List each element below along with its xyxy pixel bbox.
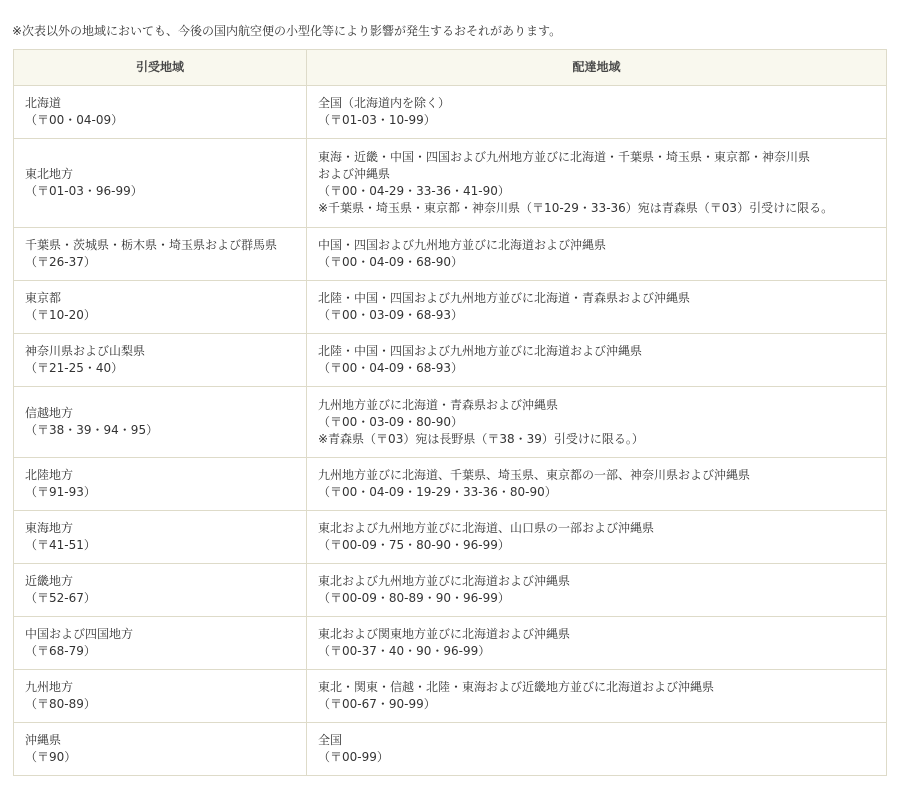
destination-area-cell <box>307 723 887 776</box>
destination-area-line: （〒00-67・90-99） <box>318 697 436 711</box>
origin-area-name: 北海道 <box>25 96 62 110</box>
table-row <box>14 564 887 617</box>
origin-area-cell <box>14 723 307 776</box>
origin-area-name: 神奈川県および山梨県 <box>25 344 146 358</box>
origin-area-cell <box>14 387 307 458</box>
destination-area-line: および沖縄県 <box>318 167 391 181</box>
destination-area-cell <box>307 387 887 458</box>
origin-area-cell <box>14 617 307 670</box>
destination-area-cell <box>307 564 887 617</box>
destination-area-cell <box>307 670 887 723</box>
destination-area-cell <box>307 139 887 228</box>
table-row <box>14 228 887 281</box>
table-row <box>14 334 887 387</box>
destination-area-cell <box>307 228 887 281</box>
origin-area-name: 東海地方 <box>25 521 74 535</box>
origin-area-cell <box>14 139 307 228</box>
destination-area-line: （〒00・04-09・68-90） <box>318 255 464 269</box>
destination-area-cell <box>307 617 887 670</box>
origin-area-cell <box>14 334 307 387</box>
origin-area-cell <box>14 670 307 723</box>
origin-area-cell <box>14 86 307 139</box>
destination-area-line: 東北および九州地方並びに北海道および沖縄県 <box>318 574 571 588</box>
origin-area-cell <box>14 458 307 511</box>
origin-area-name: 九州地方 <box>25 680 74 694</box>
origin-area-name: 東北地方 <box>25 167 74 181</box>
destination-area-header: 配達地域 <box>307 50 887 86</box>
destination-area-line: （〒00・04-29・33-36・41-90） <box>318 184 510 198</box>
table-body <box>14 86 887 776</box>
notice-text: ※次表以外の地域においても、今後の国内航空便の小型化等により影響が発生するおそれがあります。 <box>12 24 562 38</box>
destination-area-line: 北陸・中国・四国および九州地方並びに北海道および沖縄県 <box>318 344 643 358</box>
table-row <box>14 387 887 458</box>
origin-area-name: 信越地方 <box>25 406 74 420</box>
origin-area-name: 沖縄県 <box>25 733 62 747</box>
table-row <box>14 670 887 723</box>
origin-area-cell <box>14 228 307 281</box>
destination-area-cell <box>307 281 887 334</box>
origin-postal-range: （〒68-79） <box>25 644 96 658</box>
origin-postal-range: （〒80-89） <box>25 697 96 711</box>
destination-area-line: 東北・関東・信越・北陸・東海および近畿地方並びに北海道および沖縄県 <box>318 680 715 694</box>
area-table <box>13 49 887 776</box>
destination-area-line: 全国（北海道内を除く） <box>318 96 451 110</box>
origin-area-name: 東京都 <box>25 291 62 305</box>
origin-postal-range: （〒52-67） <box>25 591 96 605</box>
origin-postal-range: （〒01-03・96-99） <box>25 184 143 198</box>
origin-area-cell <box>14 564 307 617</box>
origin-postal-range: （〒91-93） <box>25 485 96 499</box>
destination-area-line: 中国・四国および九州地方並びに北海道および沖縄県 <box>318 238 607 252</box>
destination-area-line: 東海・近畿・中国・四国および九州地方並びに北海道・千葉県・埼玉県・東京都・神奈川県 <box>318 150 811 164</box>
destination-area-line: （〒00-09・80-89・90・96-99） <box>318 591 510 605</box>
destination-area-line: （〒00・03-09・68-93） <box>318 308 464 322</box>
origin-postal-range: （〒00・04-09） <box>25 113 124 127</box>
destination-area-line: 九州地方並びに北海道・青森県および沖縄県 <box>318 397 559 412</box>
destination-area-line: （〒00・04-09・19-29・33-36・80-90） <box>318 485 557 499</box>
table-row <box>14 86 887 139</box>
origin-area-name: 北陸地方 <box>25 468 74 482</box>
destination-area-line: （〒00-99） <box>318 750 389 764</box>
table-row <box>14 281 887 334</box>
table-row <box>14 617 887 670</box>
destination-area-cell <box>307 511 887 564</box>
table-row <box>14 723 887 776</box>
destination-area-line: （〒00-09・75・80-90・96-99） <box>318 538 510 552</box>
destination-area-cell <box>307 334 887 387</box>
origin-area-name: 近畿地方 <box>25 574 74 588</box>
destination-area-line: （〒00-37・40・90・96-99） <box>318 644 491 658</box>
destination-area-line: 北陸・中国・四国および九州地方並びに北海道・青森県および沖縄県 <box>318 291 691 305</box>
destination-area-line: 九州地方並びに北海道、千葉県、埼玉県、東京都の一部、神奈川県および沖縄県 <box>318 468 751 482</box>
destination-area-line: （〒00・04-09・68-93） <box>318 361 464 375</box>
table-row <box>14 458 887 511</box>
origin-area-cell <box>14 281 307 334</box>
destination-area-cell <box>307 86 887 139</box>
table-row <box>14 511 887 564</box>
destination-area-line: 全国 <box>318 733 343 747</box>
origin-postal-range: （〒41-51） <box>25 538 96 552</box>
origin-postal-range: （〒21-25・40） <box>25 361 124 375</box>
table-header-row <box>14 50 887 86</box>
origin-postal-range: （〒26-37） <box>25 255 96 269</box>
destination-area-line: 東北および九州地方並びに北海道、山口県の一部および沖縄県 <box>318 521 655 535</box>
table-row <box>14 139 887 228</box>
origin-area-name: 千葉県・茨城県・栃木県・埼玉県および群馬県 <box>25 238 278 252</box>
destination-area-line: ※青森県（〒03）宛は長野県（〒38・39）引受けに限る。） <box>318 431 644 446</box>
origin-area-header: 引受地域 <box>14 50 307 86</box>
origin-postal-range: （〒38・39・94・95） <box>25 423 159 437</box>
destination-area-line: （〒01-03・10-99） <box>318 113 436 127</box>
origin-area-cell <box>14 511 307 564</box>
destination-area-cell <box>307 458 887 511</box>
origin-postal-range: （〒10-20） <box>25 308 96 322</box>
destination-area-line: 東北および関東地方並びに北海道および沖縄県 <box>318 627 571 641</box>
destination-area-line: ※千葉県・埼玉県・東京都・神奈川県（〒10-29・33-36）宛は青森県（〒03）引受けに限る。 <box>318 201 834 215</box>
origin-postal-range: （〒90） <box>25 750 77 764</box>
origin-area-name: 中国および四国地方 <box>25 627 134 641</box>
destination-area-line: （〒00・03-09・80-90） <box>318 414 464 429</box>
